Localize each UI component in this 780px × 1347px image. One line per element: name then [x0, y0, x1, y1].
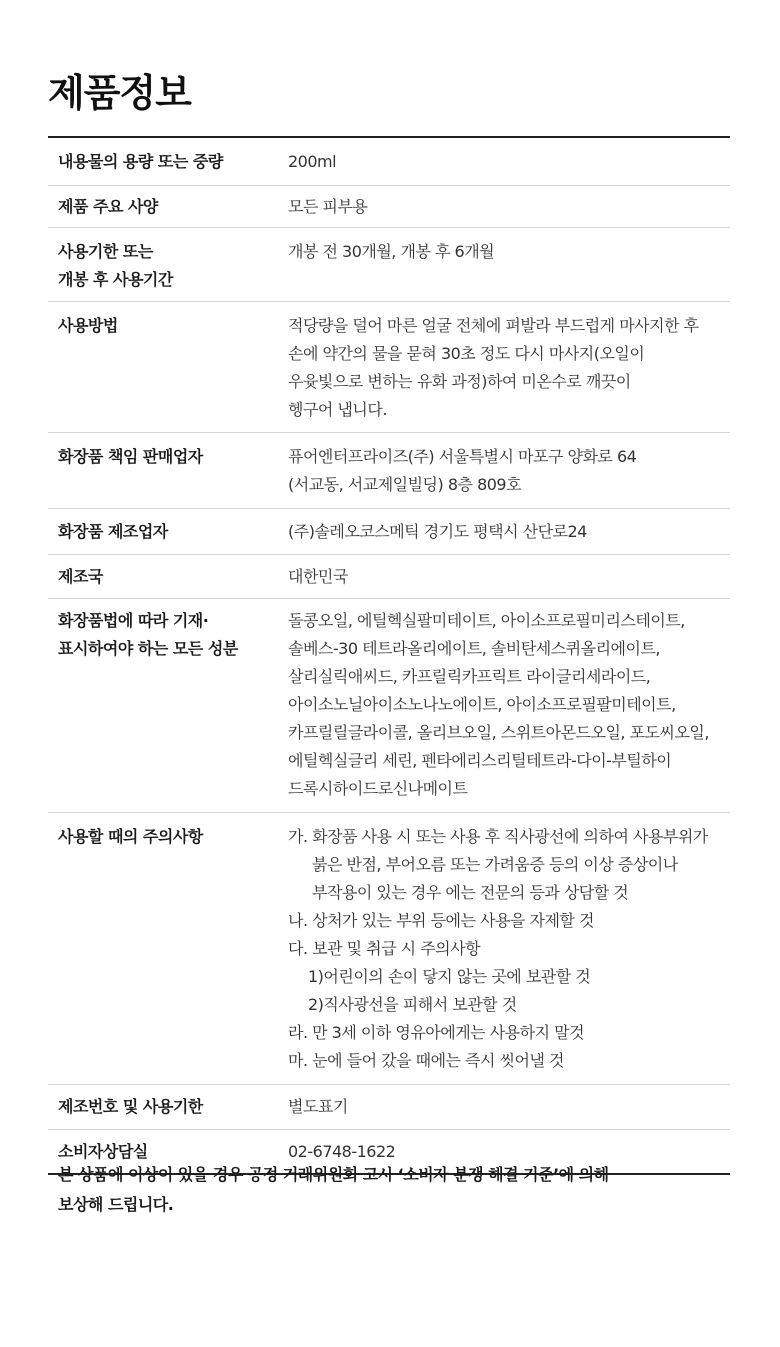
- row-label: [48, 607, 288, 803]
- label-line: 표시하여야 하는 모든 성분: [58, 639, 238, 658]
- row-label: 사용할 때의 주의사항: [58, 827, 203, 846]
- value-line: 가. 화장품 사용 시 또는 사용 후 직사광선에 의하여 사용부위가: [288, 827, 708, 846]
- value-line: 카프릴릴글라이콜, 올리브오일, 스위트아몬드오일, 포도씨오일,: [288, 723, 709, 742]
- value-line: 손에 약간의 물을 묻혀 30초 정도 다시 마사지(오일이: [288, 344, 645, 363]
- value-line: 에틸헥실글리 세린, 펜타에리스리틸테트라-다이-부틸하이: [288, 751, 672, 770]
- row-label: 제품 주요 사양: [58, 197, 158, 216]
- label-line: 사용기한 또는: [58, 242, 153, 261]
- value-line: 라. 만 3세 이하 영유아에게는 사용하지 말것: [288, 1023, 585, 1042]
- row-value: [288, 193, 730, 221]
- value-line: 나. 상처가 있는 부위 등에는 사용을 자제할 것: [288, 911, 594, 930]
- value-line: 살리실릭애씨드, 카프릴릭카프릭트 라이글리세라이드,: [288, 667, 651, 686]
- table-row-usage: [48, 302, 730, 433]
- value-line: 02-6748-1622: [288, 1142, 396, 1161]
- label-line: 개봉 후 사용기간: [58, 270, 173, 289]
- value-line: 개봉 전 30개월, 개봉 후 6개월: [288, 242, 495, 261]
- value-line: 대한민국: [288, 567, 348, 586]
- row-value: [288, 823, 730, 1075]
- value-line: 마. 눈에 들어 갔을 때에는 즉시 씻어낼 것: [288, 1051, 564, 1070]
- value-line: 다. 보관 및 취급 시 주의사항: [288, 939, 481, 958]
- table-row-manufacturer: [48, 509, 730, 555]
- row-value: [288, 518, 730, 546]
- notice-line: 보상해 드립니다.: [58, 1195, 174, 1214]
- table-row-volume: [48, 138, 730, 186]
- value-line: 붉은 반점, 부어오름 또는 가려움증 등의 이상 증상이나: [312, 855, 678, 874]
- row-label: 내용물의 용량 또는 중량: [58, 152, 223, 171]
- row-label: 사용방법: [58, 316, 118, 335]
- table-row-spec: [48, 186, 730, 228]
- value-line: 별도표기: [288, 1097, 348, 1116]
- value-line: 헹구어 냅니다.: [288, 400, 387, 419]
- value-line: 우윳빛으로 변하는 유화 과정)하여 미온수로 깨끗이: [288, 372, 631, 391]
- value-line: 퓨어엔터프라이즈(주) 서울특별시 마포구 양화로 64: [288, 447, 637, 466]
- row-label: 화장품 책임 판매업자: [58, 447, 203, 466]
- row-value: [288, 443, 730, 499]
- table-row-origin: [48, 555, 730, 599]
- value-line: 200ml: [288, 152, 337, 171]
- table-row-seller: [48, 433, 730, 509]
- row-label: 제조국: [58, 567, 103, 586]
- value-line: 1)어린이의 손이 닿지 않는 곳에 보관할 것: [308, 967, 591, 986]
- value-line: 적당량을 덜어 마른 얼굴 전체에 펴발라 부드럽게 마사지한 후: [288, 316, 699, 335]
- row-value: [288, 312, 730, 424]
- label-line: 화장품법에 따라 기재·: [58, 611, 209, 630]
- row-value: [288, 238, 730, 294]
- dispute-notice: [58, 1160, 738, 1220]
- value-line: 아이소노닐아이소노나노에이트, 아이소프로필팔미테이트,: [288, 695, 676, 714]
- table-row-ingredients: [48, 599, 730, 813]
- value-line: (서교동, 서교제일빌딩) 8층 809호: [288, 475, 522, 494]
- value-line: (주)솔레오코스메틱 경기도 평택시 산단로24: [288, 522, 587, 541]
- table-row-lot-number: [48, 1085, 730, 1130]
- table-row-precautions: [48, 813, 730, 1085]
- value-line: 2)직사광선을 피해서 보관할 것: [308, 995, 517, 1014]
- product-info-table: [48, 136, 730, 1175]
- value-line: 돌콩오일, 에틸헥실팔미테이트, 아이소프로필미리스테이트,: [288, 611, 685, 630]
- row-label: 제조번호 및 사용기한: [58, 1097, 203, 1116]
- row-label: [48, 238, 288, 294]
- row-value: [288, 148, 730, 176]
- row-value: [288, 563, 730, 591]
- value-line: 드록시하이드로신나메이트: [288, 779, 468, 798]
- value-line: 모든 피부용: [288, 197, 368, 216]
- row-value: [288, 1093, 730, 1121]
- notice-line: 본 상품에 이상이 있을 경우 공정 거래위원회 고시 ‘소비자 분쟁 해결 기준’에 의해: [58, 1165, 609, 1184]
- row-label: 화장품 제조업자: [58, 522, 168, 541]
- table-row-expiry: [48, 228, 730, 302]
- page-title: 제품정보: [48, 71, 191, 115]
- row-label: 소비자상담실: [58, 1142, 148, 1161]
- row-value: [288, 607, 730, 803]
- value-line: 솔베스-30 테트라올리에이트, 솔비탄세스퀴올리에이트,: [288, 639, 661, 658]
- value-line: 부작용이 있는 경우 에는 전문의 등과 상담할 것: [312, 883, 629, 902]
